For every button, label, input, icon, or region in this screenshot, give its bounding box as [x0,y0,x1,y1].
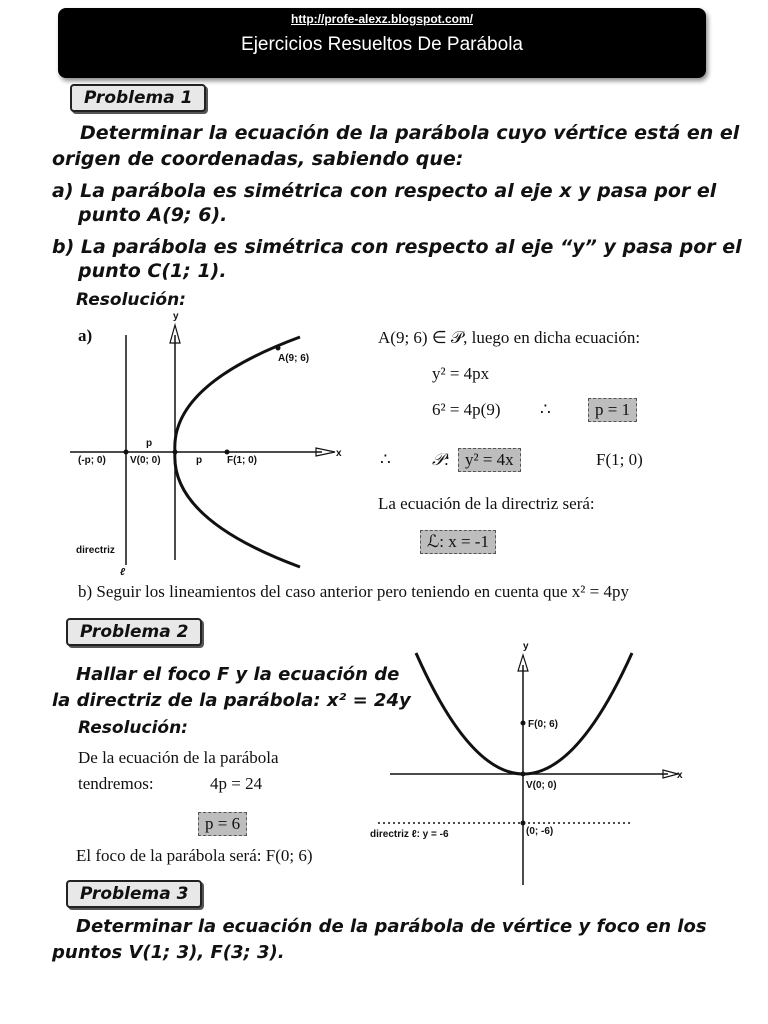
point-membership-text: A(9; 6) ∈ 𝒫, luego en dicha ecuación: [378,328,641,347]
directrix-label-2: directriz ℓ: y = -6 [370,829,449,840]
neg-p-point [124,450,129,455]
vertex-point [173,450,178,455]
directrix-label: directriz [76,545,115,556]
focus-label-2: F(0; 6) [528,719,558,730]
x-axis-label-2: x [677,770,683,781]
focus-point-2 [521,721,526,726]
problem-1-part-b-line2: punto C(1; 1). [78,260,227,282]
problem-2-resolution-heading: Resolución: [78,718,188,738]
focus-result-text: F(1; 0) [596,450,643,469]
problem-3-statement-line2: puntos V(1; 3), F(3; 3). [52,942,285,963]
p-distance-label-mid: p [196,455,203,466]
directrix-equation-box: ℒ: x = -1 [420,530,496,554]
header-banner [58,8,706,78]
directrix-ell-label: ℓ [120,567,126,578]
blog-url-link[interactable]: http://profe-alexz.blogspot.com/ [291,12,473,26]
problem-3-tag: Problema 3 [66,880,202,908]
problem-2-statement-line2: la directriz de la parábola: x² = 24y [52,690,411,711]
parabola-graph-1 [60,305,360,580]
problem-1-statement-line2: origen de coordenadas, sabiendo que: [52,148,464,170]
therefore-symbol-1: ∴ [540,400,551,419]
therefore-symbol-2: ∴ [380,450,391,469]
focus-label: F(1; 0) [227,455,257,466]
parabola-graph-2 [368,635,700,890]
part-b-instruction: b) Seguir los lineamientos del caso anterior pero teniendo en cuenta que x² = 4py [78,582,629,601]
p-distance-label-top: p [146,438,153,449]
problem-1-resolution-heading: Resolución: [76,290,186,310]
directrix-intro-text: La ecuación de la directriz será: [378,494,595,513]
problem-3-statement-line1: Determinar la ecuación de la parábola de vértice y foco en los [76,916,707,937]
substitution-equation: 6² = 4p(9) [432,400,501,419]
problem-1-part-a-line1: a) La parábola es simétrica con respecto al eje x y pasa por el [52,180,717,202]
p-value-box: p = 1 [588,398,637,422]
problem-1-part-a-label: a) [78,326,93,345]
directrix-point-label-2: (0; -6) [526,826,554,837]
problem-1-part-b-line1: b) La parábola es simétrica con respecto al eje “y” y pasa por el [52,236,742,258]
directrix-point-2 [521,821,526,826]
problem-2-text-2-equation: 4p = 24 [210,774,263,793]
problem-1-statement-line1: Determinar la ecuación de la parábola cuyo vértice está en el [80,122,740,144]
problem-2-focus-text: El foco de la parábola será: F(0; 6) [76,846,313,865]
vertex-point-2 [521,772,526,777]
problem-2-p-value-box: p = 6 [198,812,247,836]
point-a-label: A(9; 6) [278,353,310,364]
focus-point [225,450,230,455]
problem-1-part-a-line2: punto A(9; 6). [78,204,228,226]
point-a [276,346,281,351]
parabola-equation-general: y² = 4px [432,364,490,383]
page-title: Ejercicios Resueltos De Parábola [241,34,523,55]
vertex-label: V(0; 0) [130,455,161,466]
problem-2-tag: Problema 2 [66,618,202,646]
problem-2-text-2-label: tendremos: [78,774,154,793]
neg-p-label: (-p; 0) [78,455,106,466]
parabola-symbol: 𝒫: [432,450,450,469]
problem-2-statement-line1: Hallar el foco F y la ecuación de [76,664,400,685]
result-equation-box: y² = 4x [458,448,521,472]
problem-2-text-1: De la ecuación de la parábola [78,748,279,767]
y-axis-label: y [173,311,179,322]
vertex-label-2: V(0; 0) [526,780,557,791]
x-axis-label: x [336,448,342,459]
y-axis-label-2: y [523,641,529,652]
problem-1-tag: Problema 1 [70,84,206,112]
